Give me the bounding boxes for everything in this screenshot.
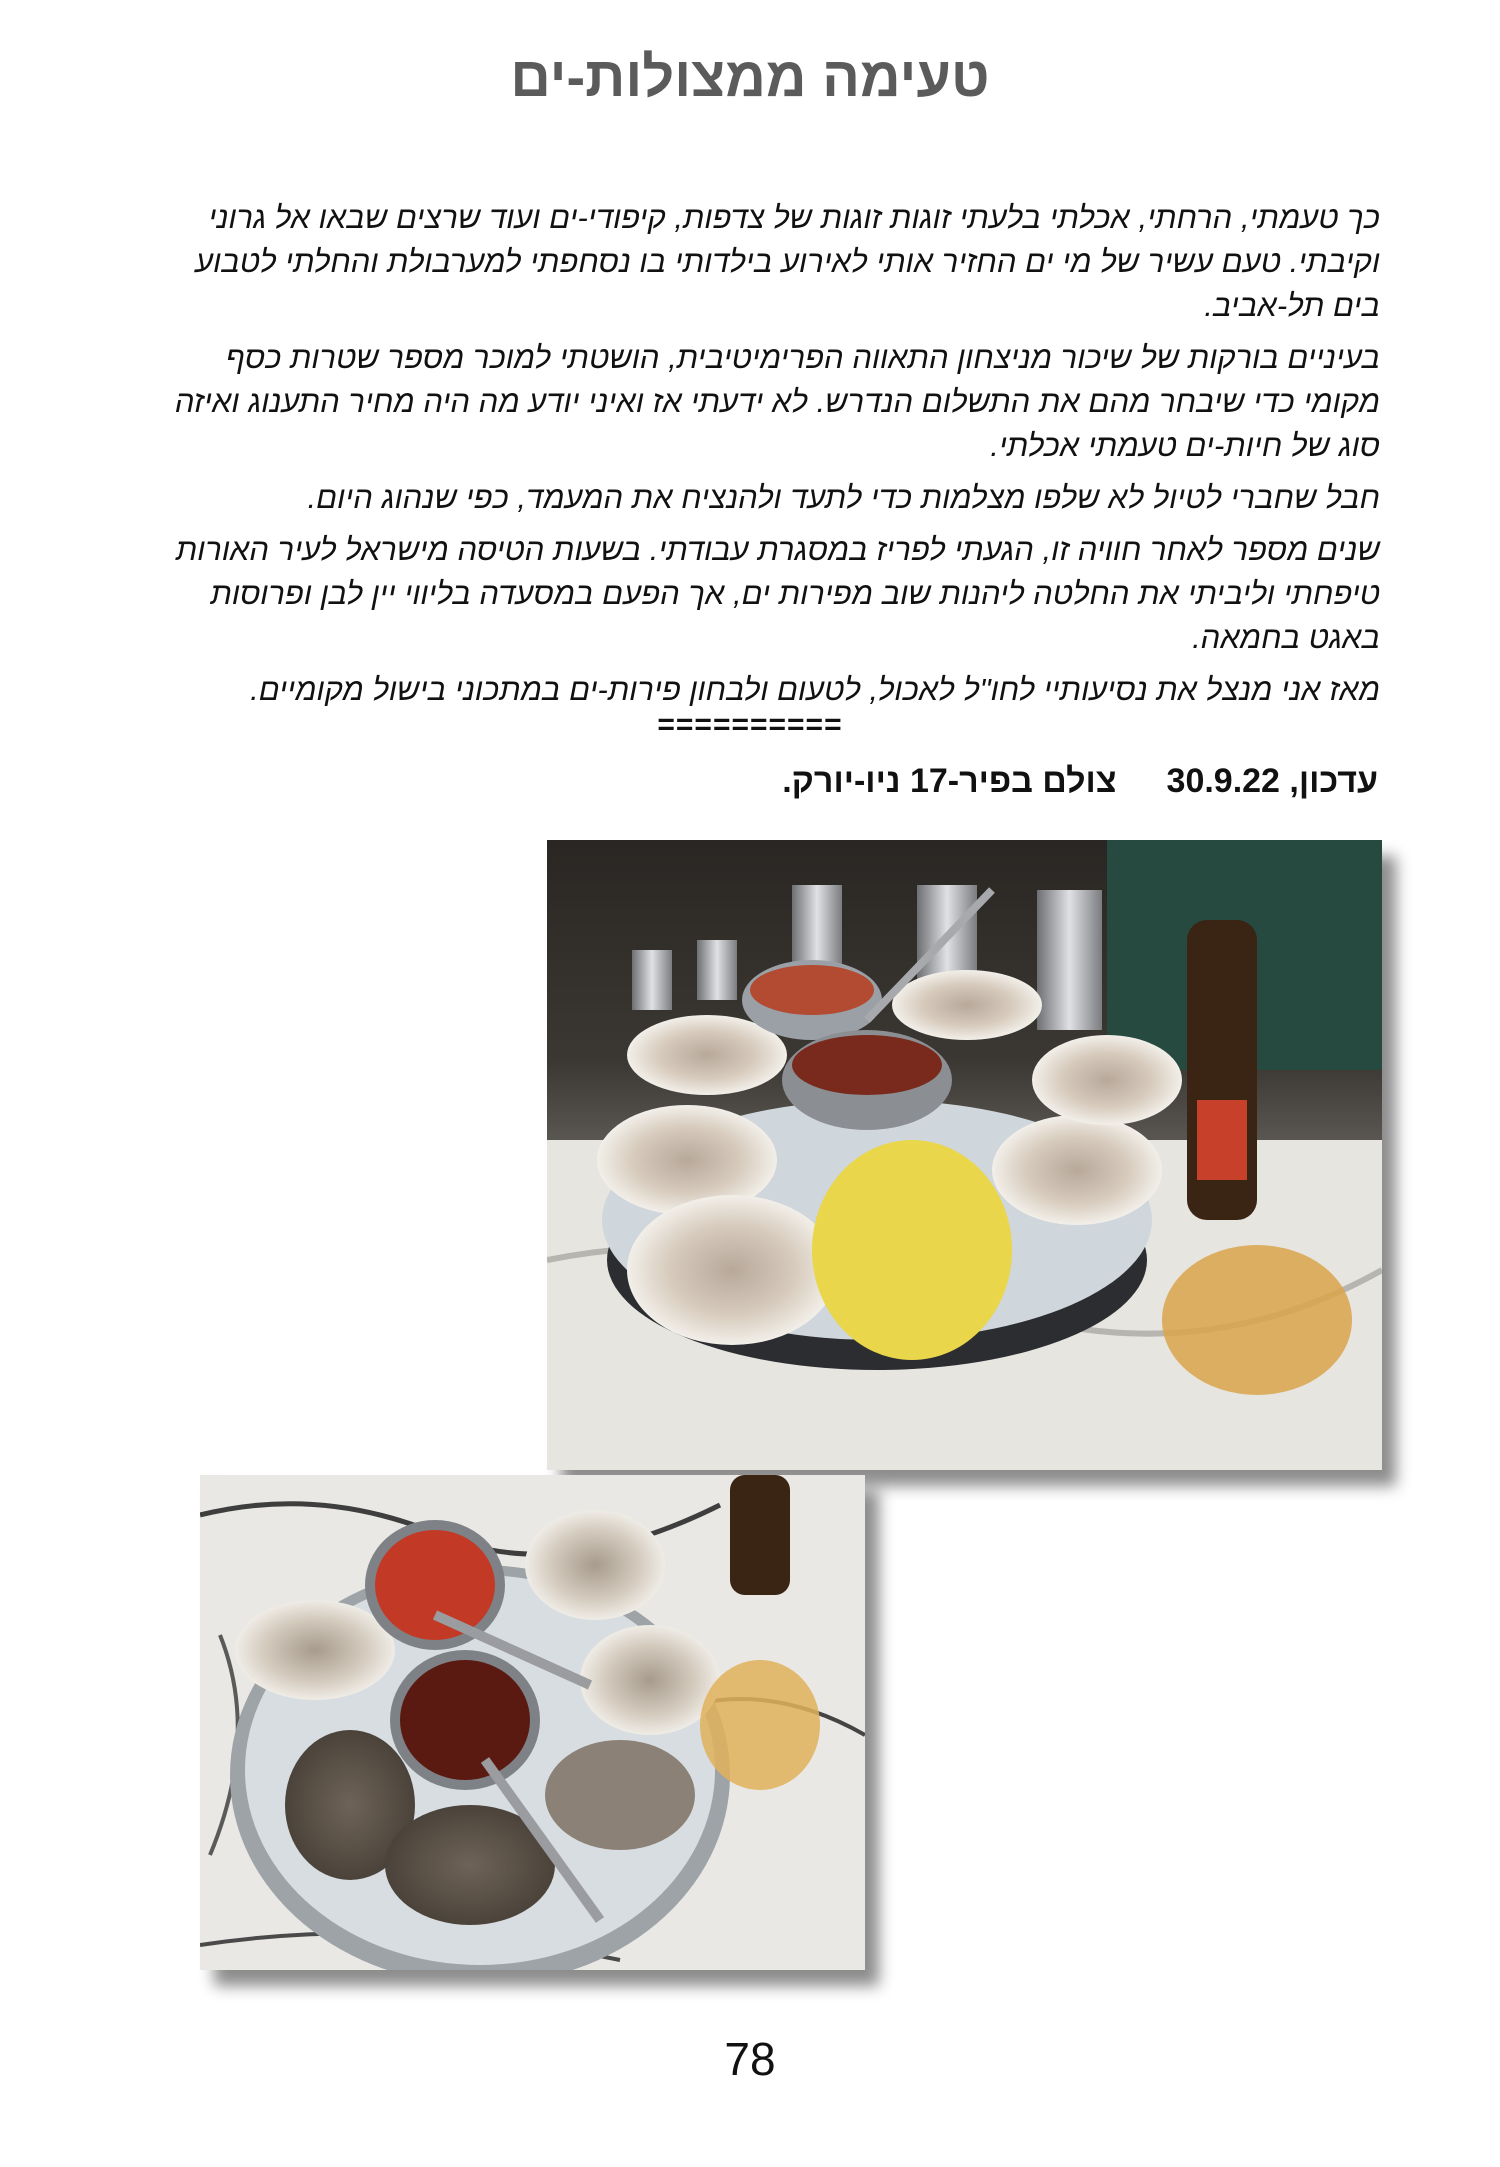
update-date: עדכון, 30.9.22	[1166, 762, 1378, 800]
body-text	[150, 196, 1380, 720]
oyster-platter-topview-photo-icon	[200, 1475, 865, 1970]
oyster-platter-photo-icon	[547, 840, 1382, 1470]
paragraph: כך טעמתי, הרחתי, אכלתי בלעתי זוגות זוגות של צדפות, קיפודי-ים ועוד שרצים שבאו אל גרוני וקיבתי. טעם עשיר של מי ים החזיר אותי לאירוע בילדותי בו נסחפתי למערבולת והחלתי לטבוע בים תל-אביב.	[195, 200, 1380, 323]
paragraph: חבל שחברי לטיול לא שלפו מצלמות כדי לתעד ולהנציח את המעמד, כפי שנהוג היום.	[307, 480, 1380, 515]
paragraph: בעיניים בורקות של שיכור מניצחון התאווה הפרימיטיבית, הושטתי למוכר מספר שטרות כסף מקומי כדי שיבחר מהם את התשלום הנדרש. לא ידעתי אז ואיני יודע מה היה מחיר התענוג ואיזה סוג של חיות-ים טעמתי אכלתי.	[174, 340, 1380, 463]
page-number: 78	[724, 2033, 776, 2085]
photo-caption: צולם בפיר-17 ניו-יורק.	[782, 762, 1117, 800]
separator-line: ==========	[657, 708, 843, 741]
paragraph: שנים מספר לאחר חוויה זו, הגעתי לפריז במסגרת עבודתי. בשעות הטיסה מישראל לעיר האורות טיפחתי וליביתי את החלטה ליהנות שוב מפירות ים, אך הפעם במסעדה בליווי יין לבן ופרוסות באגט בחמאה.	[175, 532, 1380, 655]
update-line	[732, 762, 1378, 801]
paragraph: מאז אני מנצל את נסיעותיי לחו"ל לאכול, לטעום ולבחון פירות-ים במתכוני בישול מקומיים.	[250, 672, 1380, 707]
page-title: טעימה ממצולות-ים	[510, 45, 990, 108]
